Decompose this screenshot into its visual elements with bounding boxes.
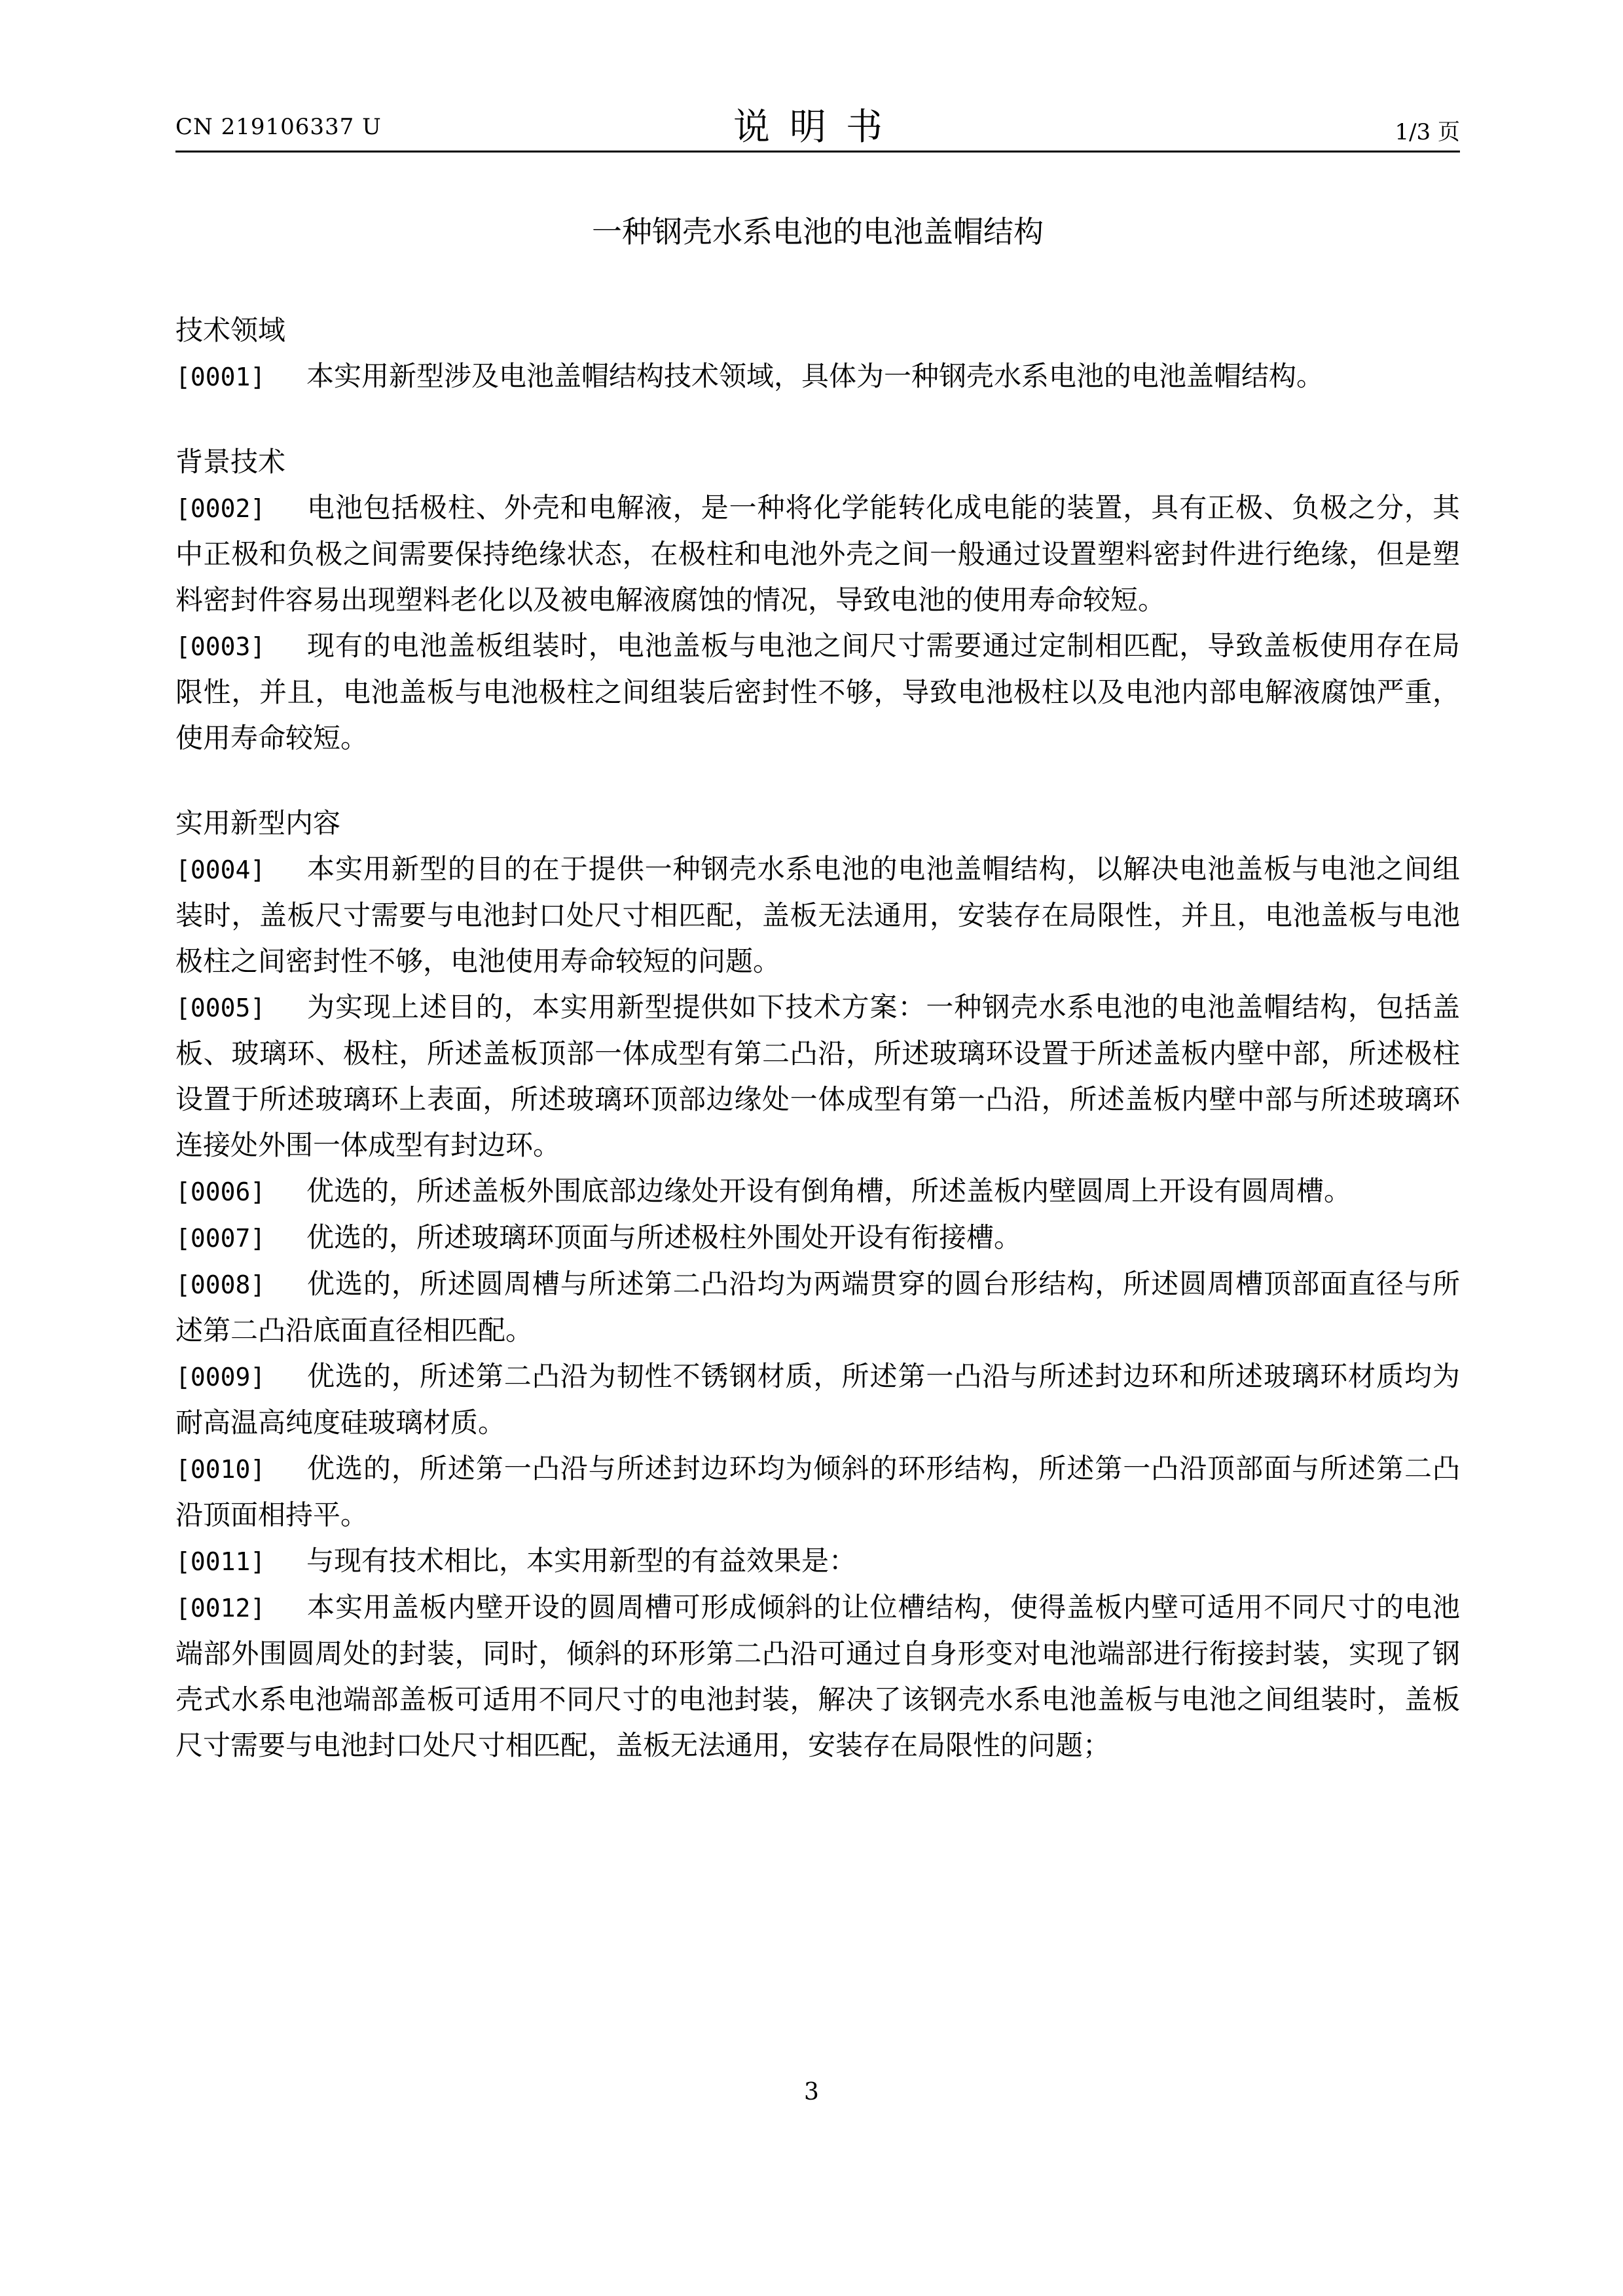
- paragraph: [175, 353, 1460, 400]
- paragraph-number: [0009]: [175, 1363, 266, 1391]
- paragraph-number: [0005]: [175, 994, 266, 1022]
- paragraph-text: 优选的，所述盖板外围底部边缘处开设有倒角槽，所述盖板内壁圆周上开设有圆周槽。: [306, 1175, 1352, 1207]
- paragraph-number: [0012]: [175, 1594, 266, 1623]
- paragraph: [175, 1168, 1460, 1215]
- paragraph-text: 为实现上述目的，本实用新型提供如下技术方案：一种钢壳水系电池的电池盖帽结构，包括盖板、玻璃环、极柱，所述盖板顶部一体成型有第二凸沿，所述玻璃环设置于所述盖板内壁中部，所述极柱设置于所述玻璃环上表面，所述玻璃环顶部边缘处一体成型有第一凸沿，所述盖板内壁中部与所述玻璃环连接处外围一体成型有封边环。: [175, 991, 1460, 1161]
- section-technical-field: [175, 308, 1460, 400]
- paragraph-number: [0004]: [175, 855, 266, 884]
- paragraph-number: [0006]: [175, 1177, 266, 1206]
- paragraph: [175, 485, 1460, 623]
- paragraph: [175, 1215, 1460, 1261]
- section-heading: 实用新型内容: [175, 807, 341, 839]
- paragraph-text: 与现有技术相比，本实用新型的有益效果是：: [306, 1545, 857, 1577]
- section-heading: 技术领域: [175, 314, 286, 346]
- paragraph-text: 优选的，所述玻璃环顶面与所述极柱外围处开设有衔接槽。: [306, 1221, 1022, 1253]
- paragraph: [175, 1446, 1460, 1538]
- paragraph-number: [0010]: [175, 1455, 266, 1484]
- paragraph: [175, 1585, 1460, 1768]
- paragraph-number: [0003]: [175, 632, 266, 661]
- page-header: [175, 98, 1460, 149]
- paragraph-number: [0001]: [175, 363, 266, 391]
- paragraph: [175, 1261, 1460, 1354]
- section-utility-model-content: [175, 800, 1460, 1768]
- paragraph: [175, 1354, 1460, 1446]
- section-heading: 背景技术: [175, 446, 286, 478]
- paragraph: [175, 623, 1460, 761]
- paragraph-text: 优选的，所述第二凸沿为韧性不锈钢材质，所述第一凸沿与所述封边环和所述玻璃环材质均为耐高温高纯度硅玻璃材质。: [175, 1360, 1460, 1439]
- paragraph-text: 优选的，所述圆周槽与所述第二凸沿均为两端贯穿的圆台形结构，所述圆周槽顶部面直径与所述第二凸沿底面直径相匹配。: [175, 1268, 1460, 1346]
- paragraph-text: 本实用盖板内壁开设的圆周槽可形成倾斜的让位槽结构，使得盖板内壁可适用不同尺寸的电池端部外围圆周处的封装，同时，倾斜的环形第二凸沿可通过自身形变对电池端部进行衔接封装，实现了钢壳式水系电池端部盖板可适用不同尺寸的电池封装，解决了该钢壳水系电池盖板与电池之间组装时，盖板尺寸需要与电池封口处尺寸相匹配，盖板无法通用，安装存在局限性的问题；: [175, 1591, 1460, 1761]
- paragraph-text: 优选的，所述第一凸沿与所述封边环均为倾斜的环形结构，所述第一凸沿顶部面与所述第二凸沿顶面相持平。: [175, 1452, 1460, 1531]
- paragraph-number: [0011]: [175, 1547, 266, 1576]
- document-title: 一种钢壳水系电池的电池盖帽结构: [592, 214, 1044, 249]
- paragraph-text: 现有的电池盖板组装时，电池盖板与电池之间尺寸需要通过定制相匹配，导致盖板使用存在局限性，并且，电池盖板与电池极柱之间组装后密封性不够，导致电池极柱以及电池内部电解液腐蚀严重，使用寿命较短。: [175, 630, 1460, 754]
- publication-number: CN 219106337 U: [175, 114, 382, 140]
- document-type-title: 说明书: [733, 106, 902, 149]
- page-indicator: 1/3 页: [1395, 119, 1460, 145]
- paragraph-number: [0002]: [175, 494, 266, 523]
- paragraph-number: [0008]: [175, 1270, 266, 1299]
- paragraph-text: 本实用新型涉及电池盖帽结构技术领域，具体为一种钢壳水系电池的电池盖帽结构。: [306, 360, 1324, 392]
- paragraph-number: [0007]: [175, 1224, 266, 1253]
- paragraph: [175, 846, 1460, 984]
- paragraph: [175, 1538, 1460, 1585]
- paragraph-text: 电池包括极柱、外壳和电解液，是一种将化学能转化成电能的装置，具有正极、负极之分，其中正极和负极之间需要保持绝缘状态，在极柱和电池外壳之间一般通过设置塑料密封件进行绝缘，但是塑料密封件容易出现塑料老化以及被电解液腐蚀的情况，导致电池的使用寿命较短。: [175, 492, 1460, 616]
- header-divider: [175, 151, 1460, 152]
- section-background-art: [175, 439, 1460, 761]
- page-number: 3: [804, 2079, 819, 2106]
- paragraph-text: 本实用新型的目的在于提供一种钢壳水系电池的电池盖帽结构，以解决电池盖板与电池之间组装时，盖板尺寸需要与电池封口处尺寸相匹配，盖板无法通用，安装存在局限性，并且，电池盖板与电池极柱之间密封性不够，电池使用寿命较短的问题。: [175, 853, 1460, 977]
- document-body: [175, 308, 1460, 1808]
- paragraph: [175, 984, 1460, 1168]
